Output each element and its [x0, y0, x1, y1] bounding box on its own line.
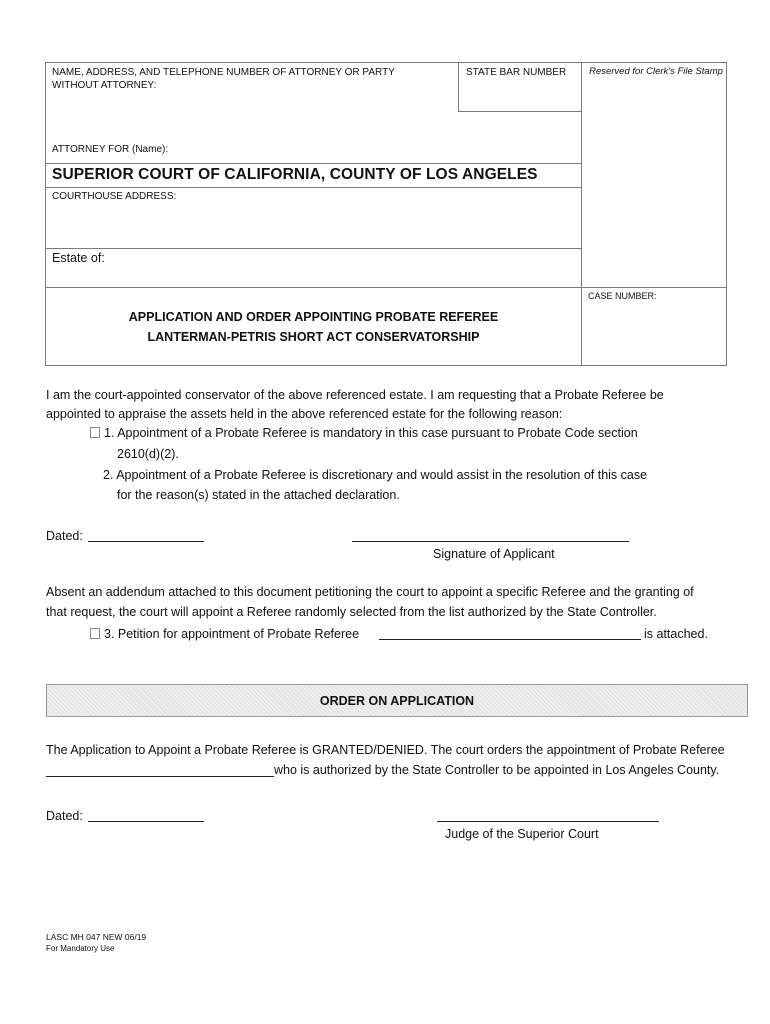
courthouse-label: COURTHOUSE ADDRESS:: [52, 191, 177, 202]
item-3-suffix: is attached.: [644, 627, 708, 641]
attorney-for-label: ATTORNEY FOR (Name):: [52, 144, 169, 155]
mandatory-use: For Mandatory Use: [46, 944, 115, 953]
item-2-line-2: for the reason(s) stated in the attached declaration.: [117, 488, 400, 502]
item-1-text: 1. Appointment of a Probate Referee is mandatory in this case pursuant to Probate Code section: [104, 426, 638, 440]
form-title-line-1: APPLICATION AND ORDER APPOINTING PROBATE REFEREE: [128, 310, 499, 324]
appointed-referee-line[interactable]: [46, 776, 274, 777]
intro-line-2: appointed to appraise the assets held in the above referenced estate for the following reason:: [46, 407, 563, 421]
order-dated-line[interactable]: [88, 821, 204, 822]
order-heading: ORDER ON APPLICATION: [319, 693, 475, 708]
signature-of-applicant-label: Signature of Applicant: [433, 547, 555, 561]
order-dated-label: Dated:: [46, 809, 83, 823]
item-1: [90, 424, 638, 443]
referee-name-line[interactable]: [379, 639, 641, 640]
absent-line-2: that request, the court will appoint a Referee randomly selected from the list authorized by the State Controller.: [46, 605, 657, 619]
case-number-label: CASE NUMBER:: [588, 291, 657, 301]
item-2: 2. Appointment of a Probate Referee is discretionary and would assist in the resolution of this case: [103, 468, 648, 482]
state-bar-label: STATE BAR NUMBER: [466, 67, 567, 78]
clerk-stamp-label: Reserved for Clerk's File Stamp: [589, 66, 723, 77]
rule-court-top: [45, 163, 582, 164]
attorney-label: NAME, ADDRESS, AND TELEPHONE NUMBER OF ATTORNEY OR PARTY WITHOUT ATTORNEY:: [52, 67, 395, 91]
intro-line-1: I am the court-appointed conservator of the above referenced estate. I am requesting that a Probate Referee be: [46, 388, 664, 402]
dated-label: Dated:: [46, 529, 83, 543]
absent-line-1: Absent an addendum attached to this document petitioning the court to appoint a specific Referee and the granting of: [46, 585, 694, 599]
form-title-line-2: LANTERMAN-PETRIS SHORT ACT CONSERVATORSHIP: [147, 330, 480, 344]
judge-signature-line[interactable]: [437, 821, 659, 822]
rule-court-bottom: [45, 187, 582, 188]
rule-courthouse-bottom: [45, 248, 582, 249]
item-3: [90, 625, 359, 644]
item-3-checkbox[interactable]: [90, 628, 100, 639]
judge-label: Judge of the Superior Court: [445, 827, 599, 841]
applicant-signature-line[interactable]: [352, 541, 629, 542]
order-line-1: The Application to Appoint a Probate Referee is GRANTED/DENIED. The court orders the appointment of Probate Referee: [46, 743, 725, 757]
court-name: SUPERIOR COURT OF CALIFORNIA, COUNTY OF LOS ANGELES: [52, 166, 538, 183]
form-id: LASC MH 047 NEW 06/19: [46, 932, 147, 942]
item-1-checkbox[interactable]: [90, 427, 100, 438]
item-3-text: 3. Petition for appointment of Probate Referee: [104, 627, 360, 641]
estate-label: Estate of:: [52, 251, 105, 265]
dated-line[interactable]: [88, 541, 204, 542]
order-heading-bar: [46, 684, 748, 717]
rule-estate-bottom: [45, 287, 727, 288]
order-line-2: who is authorized by the State Controller to be appointed in Los Angeles County.: [274, 763, 720, 777]
item-1-line-2: 2610(d)(2).: [117, 447, 179, 461]
